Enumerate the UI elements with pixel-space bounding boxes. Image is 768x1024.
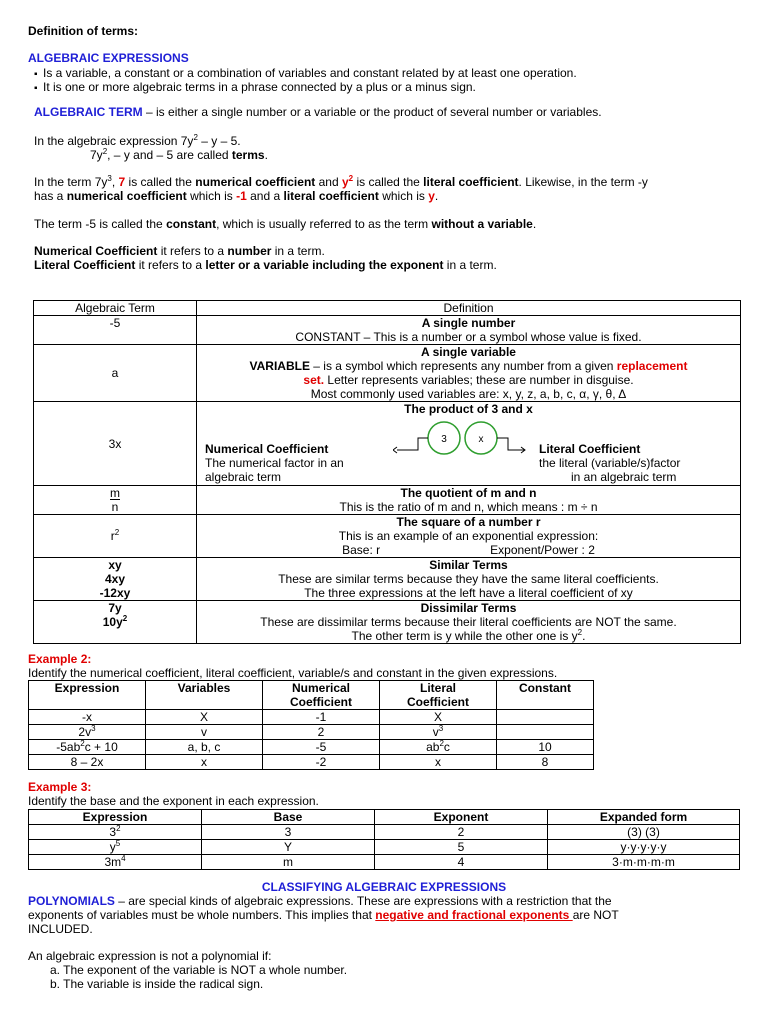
definition-cell: [197, 316, 741, 345]
text: .: [434, 189, 439, 203]
table-row: [34, 316, 741, 345]
superscript: 2: [348, 174, 354, 183]
bold-text: number: [227, 244, 272, 258]
term-cell: [34, 558, 197, 601]
text: , which is usually referred to as the term: [216, 217, 432, 231]
text: in a term.: [271, 244, 325, 258]
definition-title: A single variable: [421, 345, 516, 359]
term-text: 7y: [108, 601, 122, 615]
red-underlined-text: negative and fractional exponents: [375, 908, 573, 922]
table-cell: -5: [263, 740, 380, 755]
text: -5ab: [56, 740, 81, 754]
definition-title: The square of a number r: [396, 515, 541, 529]
table-row: [34, 486, 741, 515]
superscript: 2: [116, 824, 121, 833]
table-cell: X: [146, 710, 263, 725]
table-header-row: [29, 681, 594, 710]
term-text: 4xy: [104, 572, 126, 586]
text: exponents of variables must be whole numbers. This implies that: [28, 908, 376, 922]
table-cell: [29, 740, 146, 755]
not-polynomial-intro: An algebraic expression is not a polynomial if:: [28, 949, 272, 963]
superscript: 2: [439, 739, 444, 748]
table-cell: 5: [375, 840, 548, 855]
text: which is: [186, 189, 237, 203]
term-cell: [34, 601, 197, 644]
table-cell: [29, 855, 202, 870]
text: Base: r: [342, 543, 381, 557]
text: . Likewise, in the term -y: [518, 175, 648, 189]
table-row: [29, 710, 594, 725]
definition-text: These are dissimilar terms because their literal coefficients are NOT the same.: [260, 615, 677, 629]
constant-line: [34, 217, 536, 231]
bold-text: terms: [231, 148, 265, 162]
header-text: Numerical: [291, 681, 351, 695]
header-cell: Exponent: [375, 810, 548, 825]
superscript: 4: [121, 854, 126, 863]
table-cell: x: [146, 755, 263, 770]
term-cell: 3x: [34, 402, 197, 486]
definition-title: The quotient of m and n: [400, 486, 537, 500]
red-text: y: [341, 175, 349, 189]
definition-cell: [197, 345, 741, 402]
text: c + 10: [84, 740, 118, 754]
fraction-numerator: m: [110, 486, 120, 500]
bold-text: Literal Coefficient: [34, 258, 136, 272]
superscript: 2: [193, 133, 198, 142]
text: are NOT: [572, 908, 619, 922]
header-cell: Algebraic Term: [34, 301, 197, 316]
bold-text: letter or a variable including the exponent: [205, 258, 444, 272]
text: .: [582, 629, 586, 643]
table-row: [29, 755, 594, 770]
table-cell: [29, 825, 202, 840]
header-text: Literal: [419, 681, 456, 695]
superscript: 2: [80, 739, 85, 748]
definition-title: A single number: [421, 316, 516, 330]
text: and: [315, 175, 342, 189]
text: ,: [111, 175, 119, 189]
table-cell: [29, 840, 202, 855]
superscript: 2: [102, 147, 108, 156]
term-cell: [34, 486, 197, 515]
numerical-coefficient-line: [34, 244, 325, 258]
red-text: y: [428, 189, 435, 203]
literal-coefficient-line: [34, 258, 497, 272]
text: Exponent/Power : 2: [490, 543, 595, 557]
definition-cell: [197, 558, 741, 601]
table-cell: v: [146, 725, 263, 740]
definition-cell: [197, 486, 741, 515]
table-cell: [497, 710, 594, 725]
bold-text: without a variable: [431, 217, 533, 231]
text: it refers to a: [157, 244, 228, 258]
circle-label-numerical: 3: [441, 434, 447, 445]
note-text: The numerical factor in an: [205, 456, 344, 470]
text: v: [432, 725, 439, 739]
table-cell: -2: [263, 755, 380, 770]
definition-text: [199, 543, 738, 557]
text: which is: [378, 189, 429, 203]
text: and a: [246, 189, 284, 203]
superscript: 2: [114, 528, 120, 537]
term-text: -12xy: [99, 586, 131, 600]
text: , – y and – 5 are called: [107, 148, 232, 162]
table-cell: (3) (3): [548, 825, 740, 840]
coefficient-line-2: [34, 189, 438, 203]
bold-text: VARIABLE: [249, 359, 310, 373]
header-text: Coefficient: [406, 695, 469, 709]
coefficient-line-1: [34, 175, 648, 189]
text: y: [109, 840, 116, 854]
table-cell: [29, 725, 146, 740]
example-2-title: Example 2:: [28, 652, 92, 666]
example-expression-line: [34, 134, 241, 148]
arrowhead-left: [393, 447, 397, 453]
header-cell: Expression: [29, 810, 202, 825]
text: In the term 7y: [34, 175, 108, 189]
table-cell: x: [380, 755, 497, 770]
fraction-denominator: n: [111, 500, 119, 514]
bold-text: numerical coefficient: [66, 189, 187, 203]
text: – are special kinds of algebraic expressions. These are expressions with a restriction that the: [114, 894, 612, 908]
bullet-item: [34, 66, 577, 80]
superscript: 5: [115, 839, 121, 848]
table-header-row: [29, 810, 740, 825]
header-cell: Base: [202, 810, 375, 825]
table-cell: m: [202, 855, 375, 870]
header-text: Coefficient: [289, 695, 352, 709]
definition-title: The product of 3 and x: [404, 402, 533, 416]
term-cell: a: [34, 345, 197, 402]
definition-text: This is the ratio of m and n, which means : m ÷ n: [339, 500, 598, 514]
text: is called the: [125, 175, 196, 189]
circle-label-literal: x: [478, 434, 484, 445]
text: it refers to a: [135, 258, 206, 272]
text: The term -5 is called the: [34, 217, 167, 231]
bold-text: numerical coefficient: [195, 175, 316, 189]
note-text: in an algebraic term: [571, 470, 677, 484]
polynomials-line-2: [28, 908, 619, 922]
definition-text: This is an example of an exponential expression:: [338, 529, 599, 543]
example-2-instructions: Identify the numerical coefficient, literal coefficient, variable/s and constant in the given expressions.: [28, 666, 558, 680]
definition-text: These are similar terms because they have the same literal coefficients.: [278, 572, 659, 586]
example-2-table: [28, 680, 594, 770]
text: in a term.: [443, 258, 497, 272]
algebraic-term-text: – is either a single number or a variable or the product of several number or variables.: [142, 105, 602, 119]
term-text: [36, 615, 194, 629]
arrow-right: [497, 438, 525, 450]
table-cell: [497, 725, 594, 740]
table-cell: 3: [202, 825, 375, 840]
table-cell: 2: [263, 725, 380, 740]
table-cell: 2: [375, 825, 548, 840]
coefficient-diagram: [393, 420, 543, 460]
bullet-item: [34, 80, 577, 94]
bold-text: literal coefficient: [283, 189, 379, 203]
table-cell: -1: [263, 710, 380, 725]
table-row: [29, 855, 740, 870]
header-cell: Expanded form: [548, 810, 740, 825]
example-3-table: [28, 809, 740, 870]
text: .: [264, 148, 268, 162]
table-cell: 3·m·m·m·m: [548, 855, 740, 870]
definition-text: [199, 359, 738, 373]
text: has a: [34, 189, 67, 203]
text: r: [110, 529, 115, 543]
definition-title: Similar Terms: [429, 558, 508, 572]
table-cell: 8 – 2x: [29, 755, 146, 770]
superscript: 3: [91, 724, 96, 733]
table-row: [34, 515, 741, 558]
text: ab: [426, 740, 440, 754]
text: 2v: [78, 725, 92, 739]
table-row: [34, 402, 741, 486]
polynomials-line-1: [28, 894, 612, 908]
definition-text: Most commonly used variables are: x, y, z, a, b, c, α, γ, θ, Δ: [310, 387, 627, 401]
text: 3: [109, 825, 117, 839]
text: is called the: [353, 175, 424, 189]
bold-text: literal coefficient: [423, 175, 519, 189]
table-header-row: [34, 301, 741, 316]
header-cell: Constant: [497, 681, 594, 710]
text: 7y: [90, 148, 103, 162]
table-cell: X: [380, 710, 497, 725]
definition-text: CONSTANT – This is a number or a symbol whose value is fixed.: [295, 330, 642, 344]
text: The other term is y while the other one is y: [351, 629, 578, 643]
text: – y – 5.: [197, 134, 241, 148]
text: In the algebraic expression 7y: [34, 134, 194, 148]
term-cell: -5: [34, 316, 197, 345]
definition-text: [199, 629, 738, 643]
table-row: [29, 840, 740, 855]
text: Letter represents variables; these are number in disguise.: [324, 373, 634, 387]
note-title: Literal Coefficient: [539, 442, 641, 456]
red-text: 7: [118, 175, 126, 189]
bold-text: Numerical Coefficient: [34, 244, 158, 258]
literal-coefficient-note: [539, 442, 680, 484]
superscript: 2: [577, 628, 583, 637]
header-cell: Definition: [197, 301, 741, 316]
bold-text: constant: [166, 217, 217, 231]
table-row: [29, 740, 594, 755]
definition-cell: [197, 515, 741, 558]
condition-b: b. The variable is inside the radical sign.: [50, 977, 264, 991]
bullet-text: Is a variable, a constant or a combination of variables and constant related by at least one operation.: [43, 66, 577, 80]
table-row: [34, 601, 741, 644]
table-cell: 10: [497, 740, 594, 755]
red-text: set.: [303, 373, 325, 387]
text: .: [532, 217, 537, 231]
term-text: xy: [108, 558, 122, 572]
table-row: [34, 558, 741, 601]
table-cell: 8: [497, 755, 594, 770]
red-text: replacement: [616, 359, 688, 373]
note-title: Numerical Coefficient: [205, 442, 329, 456]
polynomials-line-3: INCLUDED.: [28, 922, 93, 936]
table-cell: Y: [202, 840, 375, 855]
superscript: 2: [122, 614, 128, 623]
page-heading: Definition of terms:: [28, 24, 138, 38]
definition-cell: [197, 402, 741, 486]
header-cell: [380, 681, 497, 710]
table-cell: a, b, c: [146, 740, 263, 755]
table-cell: [380, 740, 497, 755]
table-row: [29, 825, 740, 840]
bullet-text: It is one or more algebraic terms in a phrase connected by a plus or a minus sign.: [43, 80, 476, 94]
classifying-title: CLASSIFYING ALGEBRAIC EXPRESSIONS: [261, 880, 507, 894]
condition-a: a. The exponent of the variable is NOT a whole number.: [50, 963, 348, 977]
definition-text: [199, 373, 738, 387]
superscript: 3: [438, 724, 444, 733]
note-text: algebraic term: [205, 470, 282, 484]
superscript: 3: [107, 174, 112, 183]
text: c: [443, 740, 450, 754]
text: – is a symbol which represents any number from a given: [309, 359, 617, 373]
definition-text: The three expressions at the left have a literal coefficient of xy: [304, 586, 633, 600]
table-cell: y·y·y·y·y: [548, 840, 740, 855]
definition-title: Dissimilar Terms: [420, 601, 517, 615]
definition-cell: [197, 601, 741, 644]
algebraic-term-definition: [34, 105, 602, 119]
text: 3m: [104, 855, 122, 869]
term-cell: [34, 515, 197, 558]
polynomials-term: POLYNOMIALS: [28, 894, 115, 908]
algebraic-expressions-title: ALGEBRAIC EXPRESSIONS: [28, 51, 189, 65]
header-cell: Expression: [29, 681, 146, 710]
red-text: -1: [236, 189, 247, 203]
table-cell: [380, 725, 497, 740]
arrow-left: [397, 438, 428, 450]
example-3-instructions: Identify the base and the exponent in each expression.: [28, 794, 319, 808]
algebraic-term-title: ALGEBRAIC TERM: [34, 105, 143, 119]
header-cell: [263, 681, 380, 710]
terms-line: [90, 148, 268, 162]
example-3-title: Example 3:: [28, 780, 92, 794]
table-row: [29, 725, 594, 740]
table-row: [34, 345, 741, 402]
note-text: the literal (variable/s)factor: [539, 456, 681, 470]
table-cell: 4: [375, 855, 548, 870]
algebraic-terms-table: [33, 300, 741, 644]
text: 10y: [102, 615, 123, 629]
numerical-coefficient-note: [205, 442, 344, 484]
algebraic-expressions-bullets: [34, 66, 577, 94]
header-cell: Variables: [146, 681, 263, 710]
table-cell: -x: [29, 710, 146, 725]
